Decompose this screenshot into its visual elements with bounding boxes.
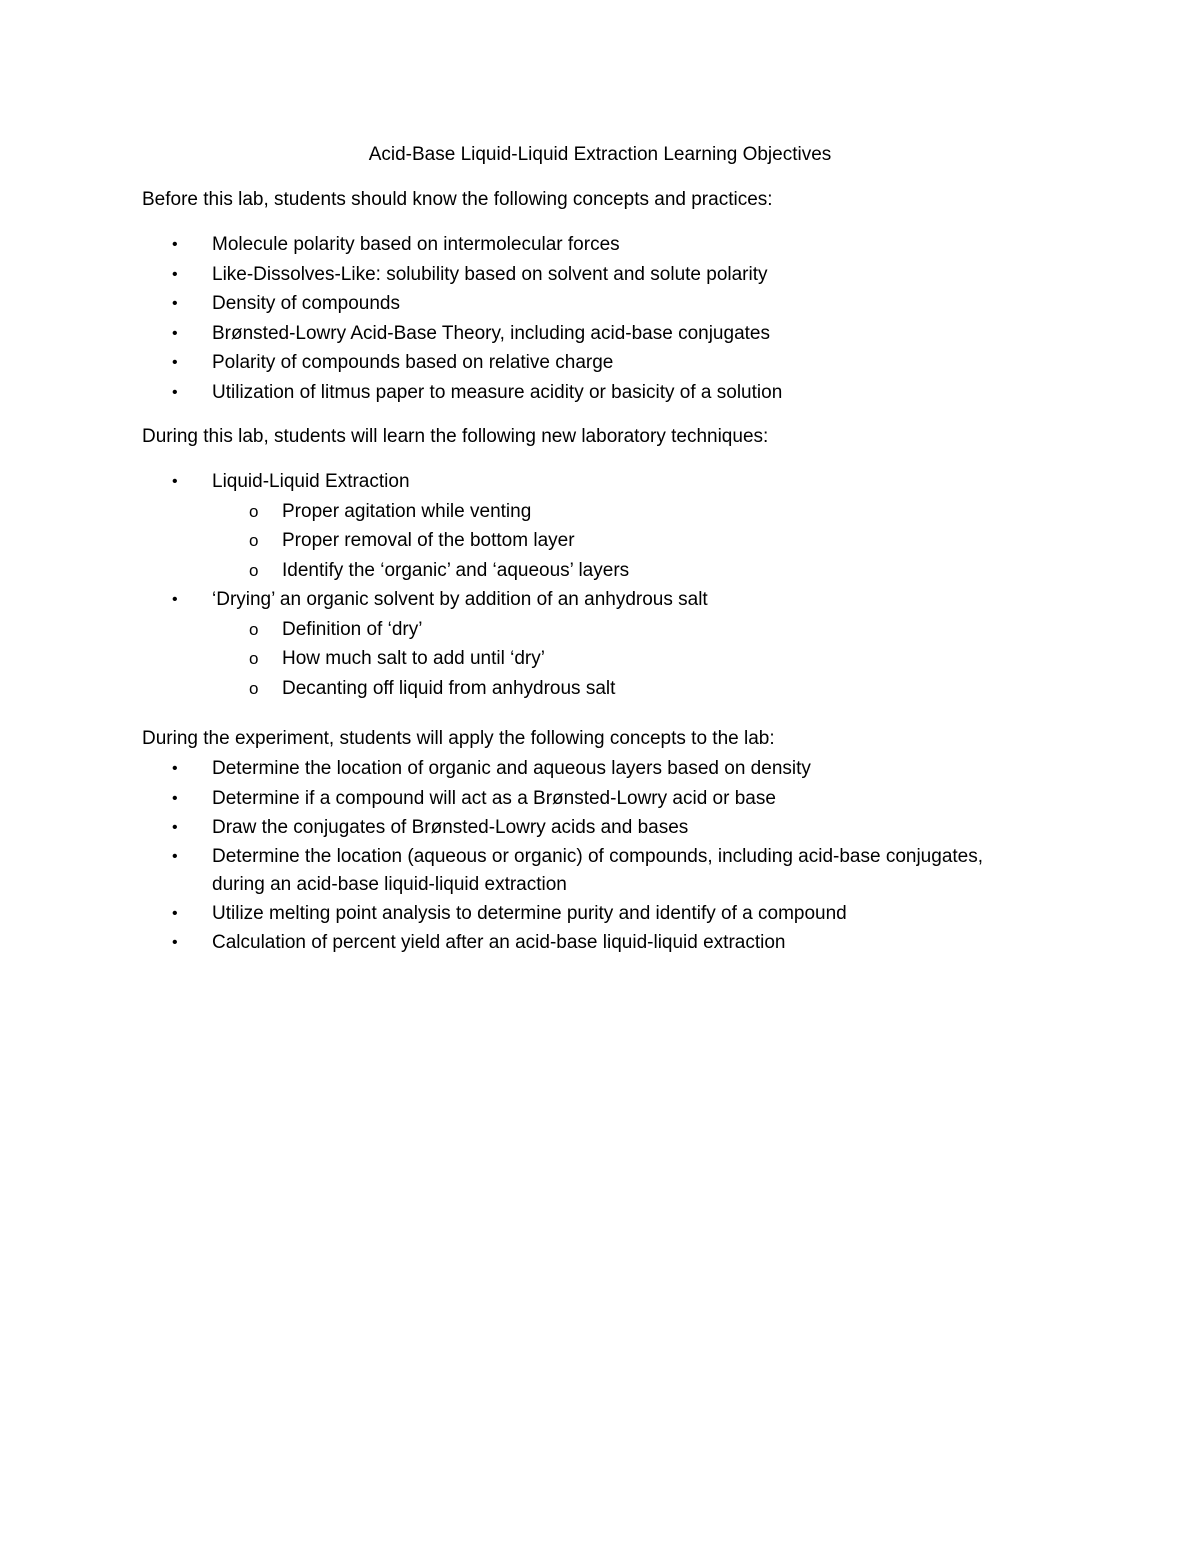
list-item: • Polarity of compounds based on relative charge xyxy=(0,348,1200,378)
hollow-bullet-icon: o xyxy=(249,678,259,698)
list-item: • Draw the conjugates of Brønsted-Lowry acids and bases xyxy=(0,813,1200,843)
bullet-icon: • xyxy=(172,383,178,401)
bullet-icon: • xyxy=(172,354,178,371)
sub-list-item: o Identify the ‘organic’ and ‘aqueous’ layers xyxy=(0,556,1200,586)
bullet-icon: • xyxy=(172,591,178,608)
bullet-icon: • xyxy=(172,934,178,951)
sub-list-item: o Proper removal of the bottom layer xyxy=(0,526,1200,556)
list-item: • Brønsted-Lowry Acid-Base Theory, including acid-base conjugates xyxy=(0,319,1200,349)
bullet-icon: • xyxy=(172,904,178,922)
list-item: • Determine if a compound will act as a Brønsted-Lowry acid or base xyxy=(0,784,1200,814)
before-lab-list xyxy=(0,230,1200,407)
bullet-icon: • xyxy=(172,236,178,253)
list-item: • Utilization of litmus paper to measure acidity or basicity of a solution xyxy=(0,378,1200,408)
bullet-icon: • xyxy=(172,324,178,342)
list-item: • ‘Drying’ an organic solvent by addition of an anhydrous salt xyxy=(0,585,1200,615)
list-item: • Calculation of percent yield after an acid-base liquid-liquid extraction xyxy=(0,928,1200,958)
bullet-icon: • xyxy=(172,265,178,283)
during-lab-intro: During this lab, students will learn the following new laboratory techniques: xyxy=(142,426,769,447)
bullet-icon: • xyxy=(172,760,178,777)
hollow-bullet-icon: o xyxy=(249,649,259,668)
sub-list-item: o Definition of ‘dry’ xyxy=(0,615,1200,645)
hollow-bullet-icon: o xyxy=(249,560,259,580)
list-item: • Determine the location (aqueous or organic) of compounds, including acid-base conjugates, during an acid-base liquid-liquid extraction xyxy=(0,843,1032,899)
bullet-icon: • xyxy=(172,819,178,836)
during-experiment-intro: During the experiment, students will apply the following concepts to the lab: xyxy=(142,728,775,749)
document-title: Acid-Base Liquid-Liquid Extraction Learning Objectives xyxy=(368,144,832,165)
list-item: • Liquid-Liquid Extraction xyxy=(0,467,1200,497)
list-item: • Utilize melting point analysis to determine purity and identify of a compound xyxy=(0,899,1200,929)
during-experiment-list xyxy=(0,754,1200,958)
bullet-icon: • xyxy=(172,847,178,865)
list-item: • Molecule polarity based on intermolecular forces xyxy=(0,230,1200,260)
list-item: • Determine the location of organic and aqueous layers based on density xyxy=(0,754,1200,784)
hollow-bullet-icon: o xyxy=(249,531,259,550)
before-lab-intro: Before this lab, students should know the following concepts and practices: xyxy=(142,189,773,210)
list-item: • Like-Dissolves-Like: solubility based on solvent and solute polarity xyxy=(0,260,1200,290)
sub-list-item: o Proper agitation while venting xyxy=(0,497,1200,527)
sub-list-item: o Decanting off liquid from anhydrous salt xyxy=(0,674,1200,704)
bullet-icon: • xyxy=(172,789,178,807)
hollow-bullet-icon: o xyxy=(249,619,259,639)
hollow-bullet-icon: o xyxy=(249,501,259,521)
sub-list-item: o How much salt to add until ‘dry’ xyxy=(0,644,1200,674)
bullet-icon: • xyxy=(172,473,178,490)
during-lab-list xyxy=(0,467,1200,703)
bullet-icon: • xyxy=(172,295,178,312)
list-item: • Density of compounds xyxy=(0,289,1200,319)
